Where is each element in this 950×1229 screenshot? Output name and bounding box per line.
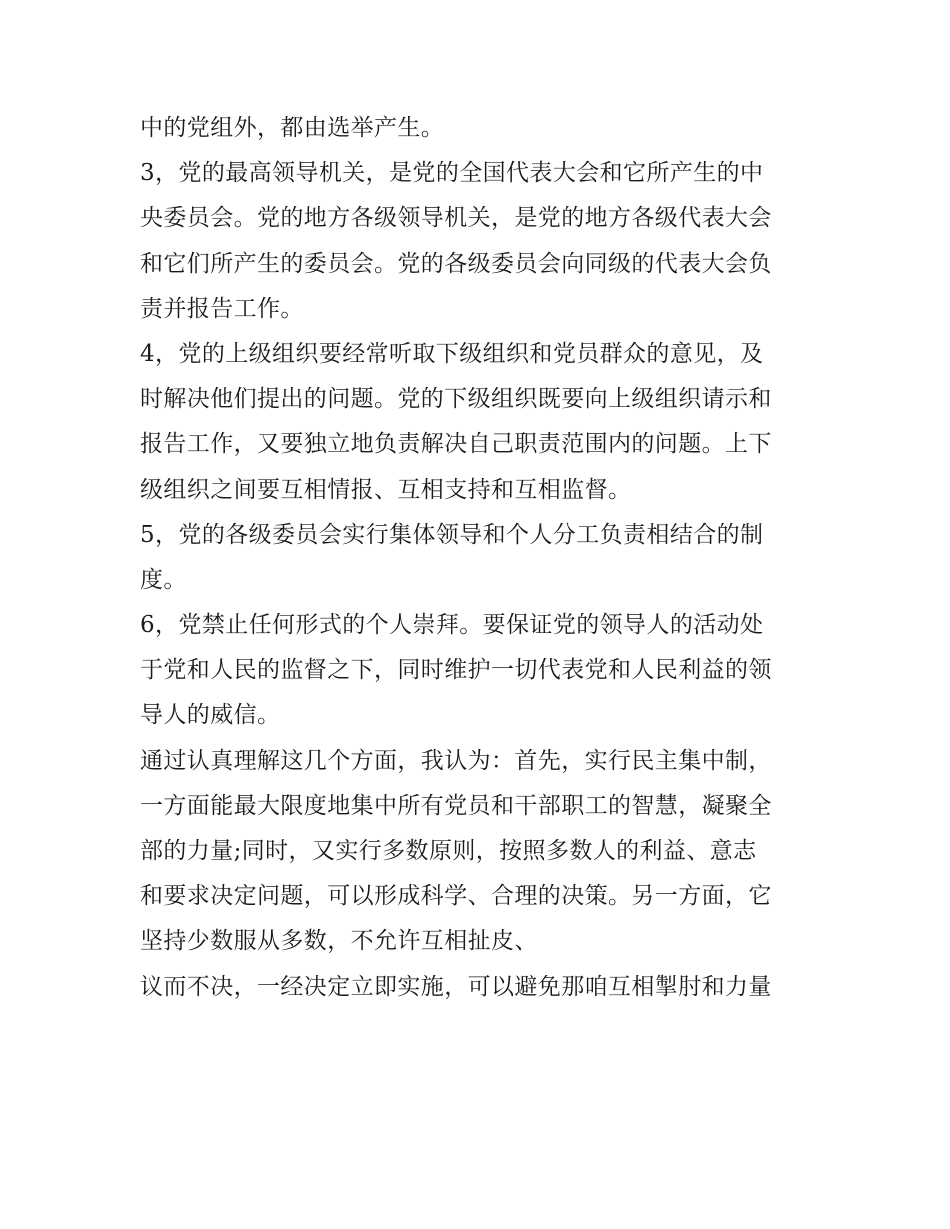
text-line: 部的力量;同时，又实行多数原则，按照多数人的利益、意志 bbox=[140, 838, 757, 864]
text-line: 3，党的最高领导机关，是党的全国代表大会和它所产生的中 bbox=[140, 160, 764, 187]
text-line: 级组织之间要互相情报、互相支持和互相监督。 bbox=[140, 476, 632, 503]
text-line: 央委员会。党的地方各级领导机关，是党的地方各级代表大会 bbox=[140, 205, 772, 232]
text-line: 报告工作，又要独立地负责解决自己职责范围内的问题。上下 bbox=[140, 431, 772, 458]
text-line: 4，党的上级组织要经常听取下级组织和党员群众的意见，及 bbox=[140, 340, 764, 367]
text-line: 时解决他们提出的问题。党的下级组织既要向上级组织请示和 bbox=[140, 386, 772, 413]
text-line: 6，党禁止任何形式的个人崇拜。要保证党的领导人的活动处 bbox=[140, 612, 764, 639]
text-line: 于党和人民的监督之下，同时维护一切代表党和人民利益的领 bbox=[140, 657, 772, 684]
text-line: 和要求决定问题，可以形成科学、合理的决策。另一方面，它 bbox=[140, 883, 772, 910]
text-line: 责并报告工作。 bbox=[140, 295, 304, 322]
text-line: 5，党的各级委员会实行集体领导和个人分工负责相结合的制 bbox=[140, 521, 764, 548]
text-line: 一方面能最大限度地集中所有党员和干部职工的智慧，凝聚全 bbox=[140, 792, 772, 819]
text-line: 议而不决，一经决定立即实施，可以避免那咱互相掣肘和力量 bbox=[140, 973, 772, 1000]
text-line: 通过认真理解这几个方面，我认为：首先，实行民主集中制， bbox=[140, 747, 772, 774]
text-line: 坚持少数服从多数，不允许互相扯皮、 bbox=[140, 928, 538, 955]
text-line: 和它们所产生的委员会。党的各级委员会向同级的代表大会负 bbox=[140, 250, 772, 277]
text-line: 中的党组外，都由选举产生。 bbox=[140, 115, 445, 141]
document-body bbox=[140, 106, 820, 1010]
text-line: 导人的威信。 bbox=[140, 702, 281, 729]
text-line: 度。 bbox=[140, 566, 187, 593]
